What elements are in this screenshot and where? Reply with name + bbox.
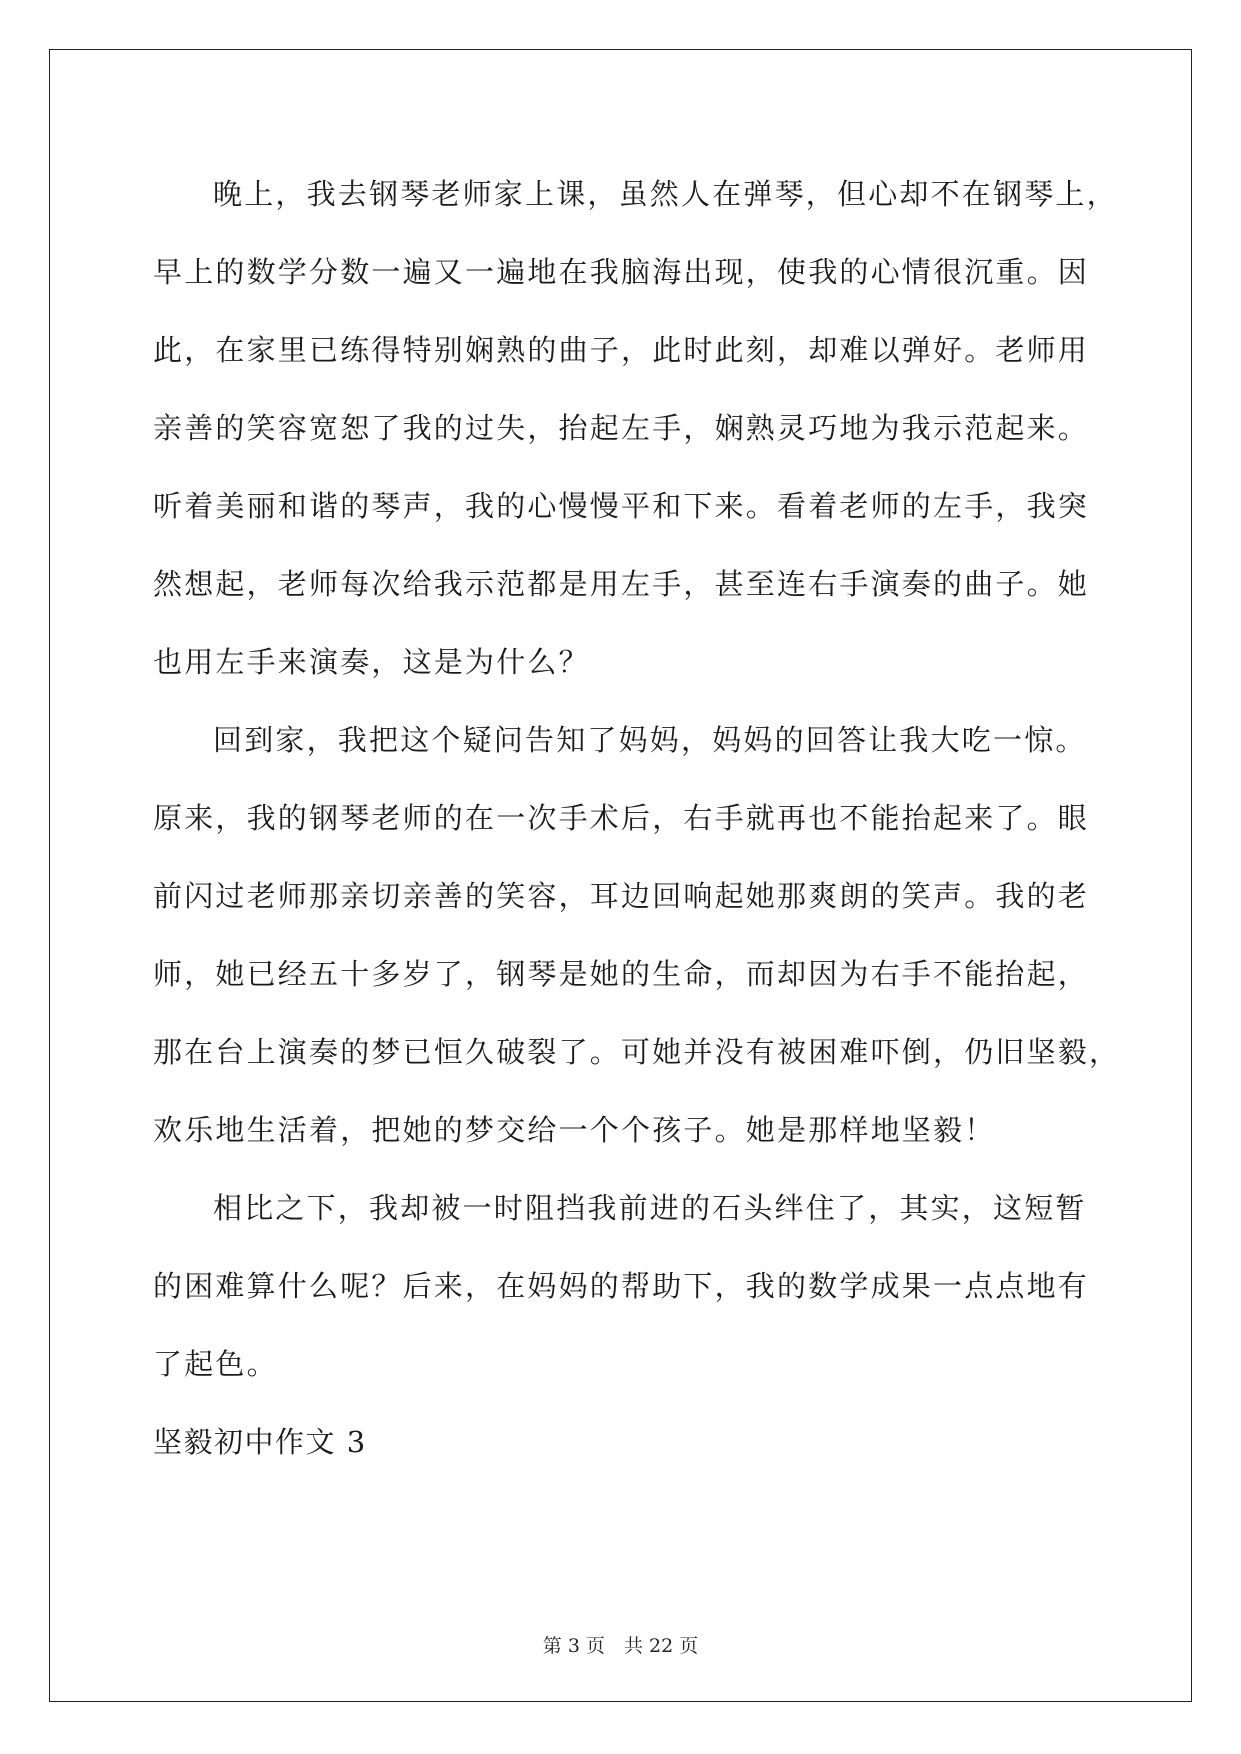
section-heading: 坚毅初中作文 3 <box>153 1425 367 1459</box>
paragraph-line: 的困难算什么呢？后来，在妈妈的帮助下，我的数学成果一点点地有 <box>153 1269 1090 1303</box>
paragraph-line: 前闪过老师那亲切亲善的笑容，耳边回响起她那爽朗的笑声。我的老 <box>153 879 1090 913</box>
paragraph-line: 也用左手来演奏，这是为什么？ <box>153 645 590 679</box>
paragraph-line: 亲善的笑容宽恕了我的过失，抬起左手，娴熟灵巧地为我示范起来。 <box>153 411 1090 445</box>
paragraph-line: 然想起，老师每次给我示范都是用左手，甚至连右手演奏的曲子。她 <box>153 567 1090 601</box>
page-number-footer: 第 3 页 共 22 页 <box>542 1635 699 1657</box>
paragraph-line: 了起色。 <box>153 1347 278 1381</box>
paragraph-line: 原来，我的钢琴老师的在一次手术后，右手就再也不能抬起来了。眼 <box>153 801 1090 835</box>
paragraph-line: 欢乐地生活着，把她的梦交给一个个孩子。她是那样地坚毅！ <box>153 1113 996 1147</box>
paragraph-line: 早上的数学分数一遍又一遍地在我脑海出现，使我的心情很沉重。因 <box>153 255 1090 289</box>
document-body <box>153 155 1121 1481</box>
paragraph-line: 那在台上演奏的梦已恒久破裂了。可她并没有被困难吓倒，仍旧坚毅， <box>153 1035 1121 1069</box>
paragraph-line: 回到家，我把这个疑问告知了妈妈，妈妈的回答让我大吃一惊。 <box>213 723 1087 757</box>
paragraph-line: 相比之下，我却被一时阻挡我前进的石头绊住了，其实，这短暂 <box>213 1191 1087 1225</box>
paragraph-line: 晚上，我去钢琴老师家上课，虽然人在弹琴，但心却不在钢琴上， <box>213 177 1118 211</box>
paragraph-line: 师，她已经五十多岁了，钢琴是她的生命，而却因为右手不能抬起， <box>153 957 1090 991</box>
paragraph-line: 听着美丽和谐的琴声，我的心慢慢平和下来。看着老师的左手，我突 <box>153 489 1090 523</box>
paragraph-line: 此，在家里已练得特别娴熟的曲子，此时此刻，却难以弹好。老师用 <box>153 333 1090 367</box>
